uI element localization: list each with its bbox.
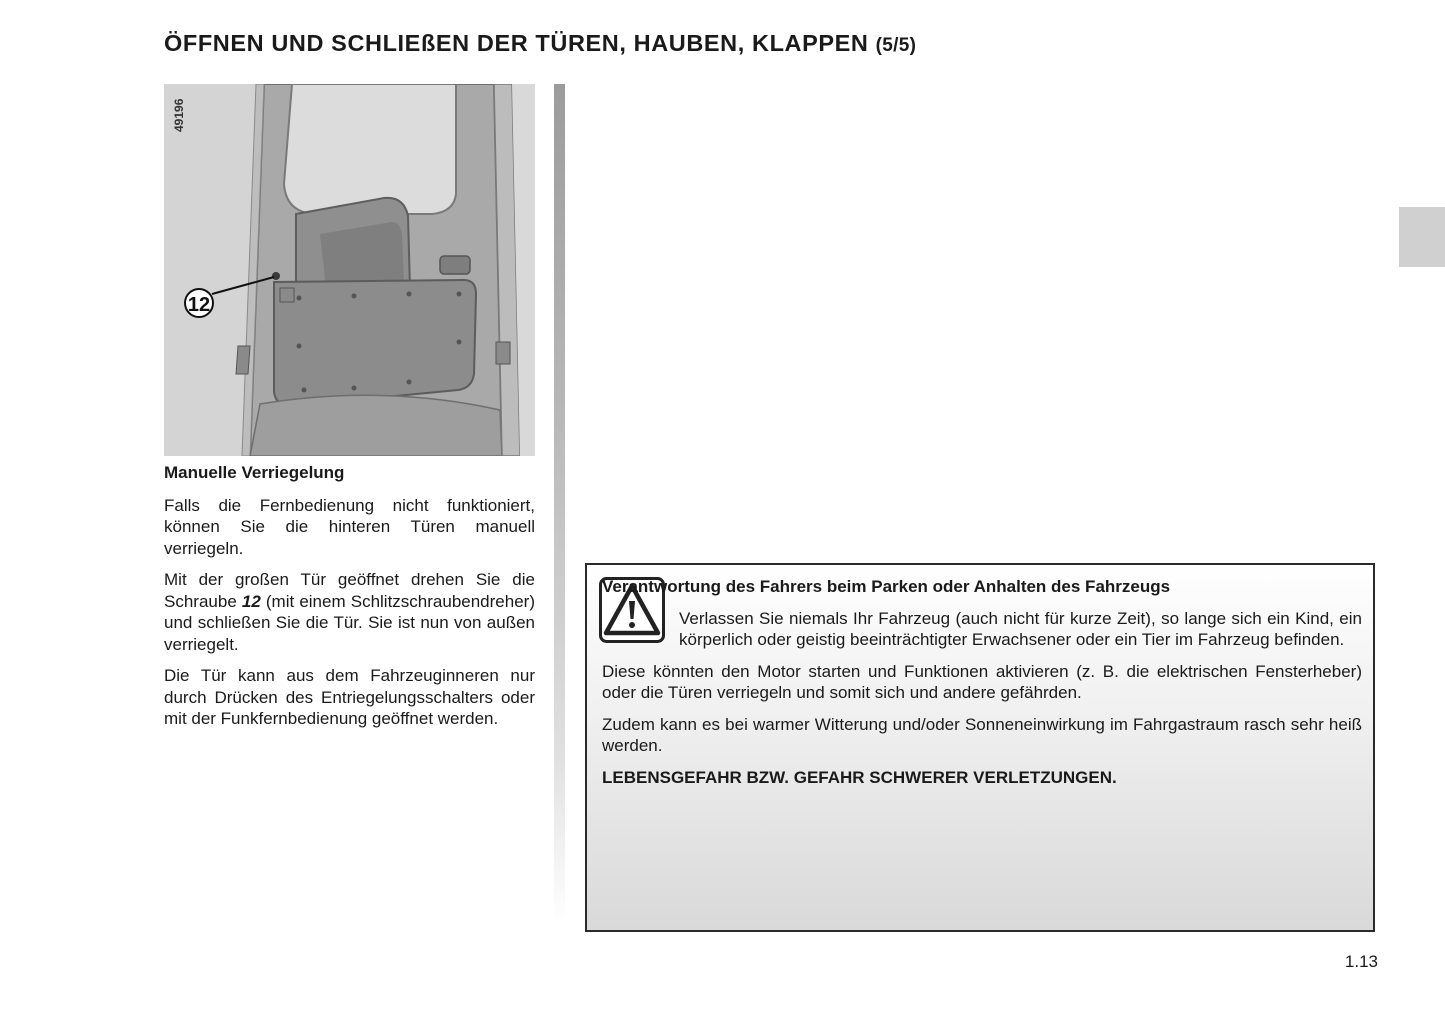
page-title xyxy=(164,30,1164,57)
figure-code: 49196 xyxy=(172,98,186,132)
manual-lock-heading: Manuelle Verriegelung xyxy=(164,463,345,482)
manual-lock-paragraph-2-pre: Mit der großen Tür geöffnet drehen Sie die Schraube xyxy=(164,570,535,611)
warning-content xyxy=(602,576,1362,798)
page-title-text: ÖFFNEN UND SCHLIEßEN DER TÜREN, HAUBEN, KLAPPEN xyxy=(164,30,869,56)
manual-lock-paragraph-2-post: (mit einem Schlitzschraubendreher) und schließen Sie die Tür. Sie ist nun von außen verriegelt. xyxy=(164,591,535,654)
warning-title: Verantwortung des Fahrers beim Parken oder Anhalten des Fahrzeugs xyxy=(602,577,1171,596)
rear-door-drawing xyxy=(164,84,535,456)
screw-reference: 12 xyxy=(241,591,261,611)
rear-door-illustration xyxy=(164,84,535,456)
page-number: 1.13 xyxy=(1344,952,1378,971)
manual-lock-section xyxy=(164,462,535,740)
column-divider xyxy=(554,84,565,924)
manual-lock-paragraph-3: Die Tür kann aus dem Fahrzeuginneren nur durch Drücken des Entriegelungsschalters oder mit der Funkfernbedienung geöffnet werden. xyxy=(164,666,535,728)
warning-alert: LEBENSGEFAHR BZW. GEFAHR SCHWERER VERLETZUNGEN. xyxy=(602,767,1117,787)
warning-paragraph-3: Zudem kann es bei warmer Witterung und/oder Sonneneinwirkung im Fahrgastraum rasch sehr heiß werden. xyxy=(602,714,1362,755)
manual-lock-paragraph-1: Falls die Fernbedienung nicht funktioniert, können Sie die hinteren Türen manuell verriegeln. xyxy=(164,495,535,558)
warning-paragraph-1: Verlassen Sie niemals Ihr Fahrzeug (auch nicht für kurze Zeit), so lange sich ein Kind, ein körperlich oder geistig beeinträchtigter Erwachsener oder ein Tier im Fahrzeug befinden. xyxy=(679,608,1362,649)
manual-lock-paragraph-2 xyxy=(164,569,535,655)
warning-paragraph-2: Diese könnten den Motor starten und Funktionen aktivieren (z. B. die elektrischen Fensterheber) oder die Türen verriegeln und somit sich und andere gefährden. xyxy=(602,661,1362,702)
figure-callout-12: 12 xyxy=(187,294,211,316)
page-title-suffix: (5/5) xyxy=(875,35,917,56)
chapter-tab xyxy=(1399,207,1445,267)
warning-box xyxy=(585,563,1375,932)
